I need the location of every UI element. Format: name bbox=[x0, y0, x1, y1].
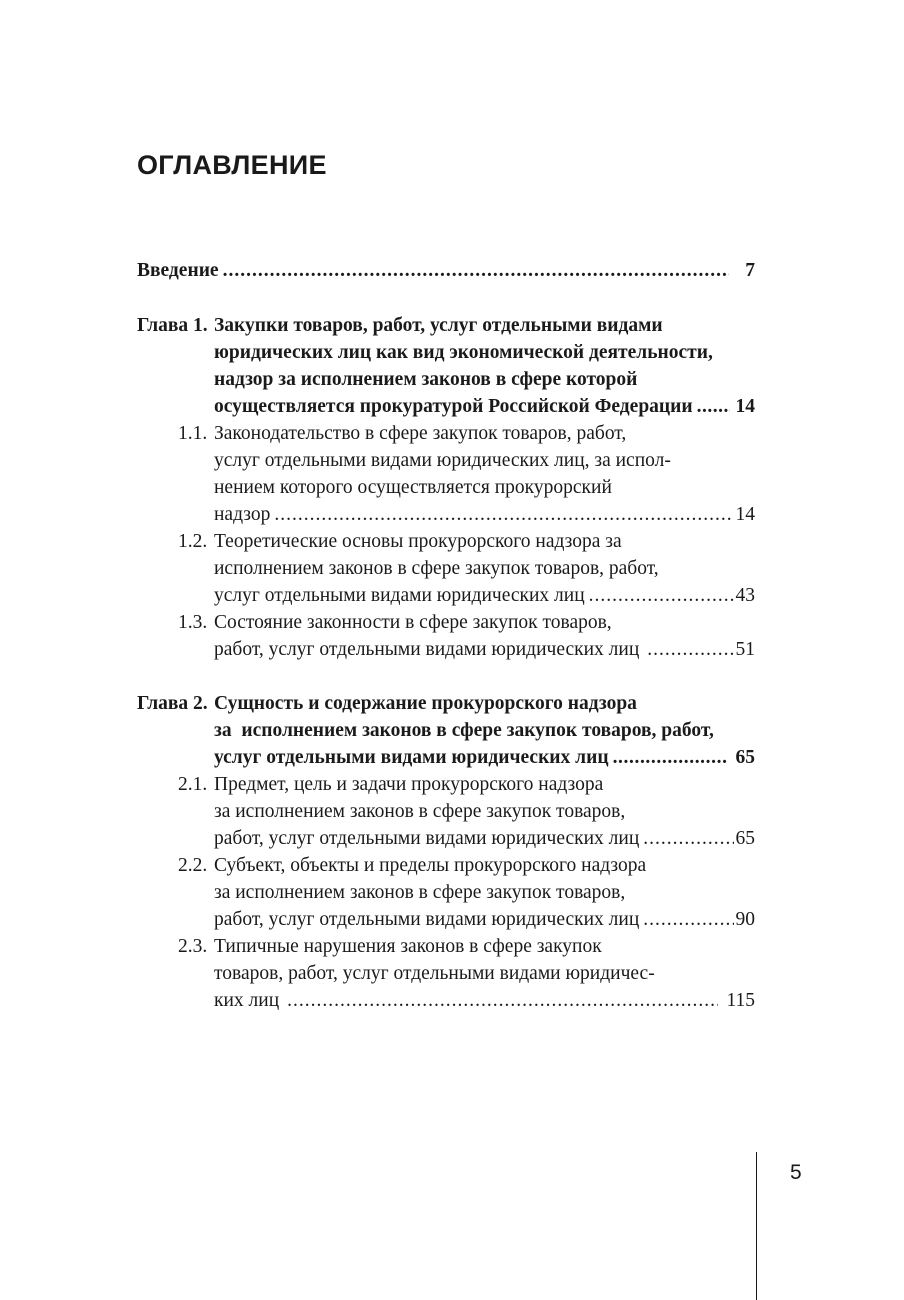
page-title: ОГЛАВЛЕНИЕ bbox=[137, 150, 327, 180]
toc-page-number: 14 bbox=[735, 396, 755, 417]
toc-page-number: 14 bbox=[735, 504, 755, 525]
section-title-line[interactable]: товаров, работ, услуг отдельными видами юридичес- bbox=[214, 963, 655, 984]
dot-leader bbox=[643, 825, 733, 852]
section-title-line[interactable]: Состояние законности в сфере закупок товаров, bbox=[214, 612, 612, 633]
chapter1-prefix: Глава 1. bbox=[137, 315, 208, 336]
section-number: 2.2. bbox=[178, 855, 208, 876]
section-title-line[interactable]: Предмет, цель и задачи прокурорского надзора bbox=[214, 774, 604, 795]
dot-leader bbox=[613, 744, 728, 771]
section-title-line: работ, услуг отдельными видами юридических лиц bbox=[214, 639, 640, 660]
chapter1-title-line[interactable]: Закупки товаров, работ, услуг отдельными видами bbox=[214, 315, 663, 336]
dot-leader bbox=[223, 257, 730, 284]
section-title-line[interactable]: за исполнением законов в сфере закупок товаров, bbox=[214, 801, 626, 822]
toc-entry-chapter1[interactable] bbox=[214, 393, 755, 420]
section-title-line[interactable]: Типичные нарушения законов в сфере закупок bbox=[214, 936, 602, 957]
chapter1-title-line[interactable]: юридических лиц как вид экономической деятельности, bbox=[214, 342, 713, 363]
toc-page-number: 65 bbox=[735, 828, 755, 849]
toc-entry-section-2-1[interactable] bbox=[214, 825, 755, 852]
toc-page-number: 115 bbox=[726, 990, 755, 1011]
toc-entry-chapter2[interactable] bbox=[214, 744, 755, 771]
dot-leader bbox=[274, 501, 733, 528]
section-title-line[interactable]: Субъект, объекты и пределы прокурорского надзора bbox=[214, 855, 647, 876]
chapter1-title-line: осуществляется прокуратурой Российской Федерации bbox=[214, 396, 693, 417]
toc-entry-section-1-3[interactable] bbox=[214, 636, 755, 663]
margin-rule bbox=[756, 1152, 757, 1300]
dot-leader bbox=[287, 987, 718, 1014]
page-number: 5 bbox=[790, 1161, 802, 1184]
section-title-line[interactable]: нением которого осуществляется прокурорский bbox=[214, 477, 612, 498]
section-title-line[interactable]: исполнением законов в сфере закупок товаров, работ, bbox=[214, 558, 659, 579]
section-title-line: надзор bbox=[214, 504, 271, 525]
section-title-line: работ, услуг отдельными видами юридических лиц bbox=[214, 828, 640, 849]
toc-page-number: 7 bbox=[745, 260, 755, 281]
section-title-line: услуг отдельными видами юридических лиц bbox=[214, 585, 585, 606]
dot-leader bbox=[697, 393, 730, 420]
toc-page-number: 65 bbox=[735, 747, 755, 768]
chapter2-title-line[interactable]: Сущность и содержание прокурорского надзора bbox=[214, 693, 637, 714]
section-title-line[interactable]: за исполнением законов в сфере закупок товаров, bbox=[214, 882, 626, 903]
section-number: 1.2. bbox=[178, 531, 208, 552]
section-title-line: ких лиц bbox=[214, 990, 280, 1011]
section-number: 1.3. bbox=[178, 612, 208, 633]
section-number: 1.1. bbox=[178, 423, 208, 444]
dot-leader bbox=[647, 636, 733, 663]
toc-page-number: 90 bbox=[735, 909, 755, 930]
section-title-line[interactable]: услуг отдельными видами юридических лиц, за испол- bbox=[214, 450, 671, 471]
toc-page-number: 43 bbox=[735, 585, 755, 606]
toc-entry-section-2-2[interactable] bbox=[214, 906, 755, 933]
toc-entry-section-1-1[interactable] bbox=[214, 501, 755, 528]
section-title-line: работ, услуг отдельными видами юридических лиц bbox=[214, 909, 640, 930]
dot-leader bbox=[589, 582, 734, 609]
section-number: 2.3. bbox=[178, 936, 208, 957]
section-number: 2.1. bbox=[178, 774, 208, 795]
chapter2-title-line[interactable]: за исполнением законов в сфере закупок товаров, работ, bbox=[214, 720, 714, 741]
chapter2-prefix: Глава 2. bbox=[137, 693, 208, 714]
chapter1-title-line[interactable]: надзор за исполнением законов в сфере которой bbox=[214, 369, 638, 390]
toc-entry-intro[interactable] bbox=[137, 257, 755, 284]
toc-entry-section-2-3[interactable] bbox=[214, 987, 755, 1014]
toc-entry-label: Введение bbox=[137, 260, 219, 281]
toc-page-number: 51 bbox=[735, 639, 755, 660]
section-title-line[interactable]: Теоретические основы прокурорского надзора за bbox=[214, 531, 622, 552]
section-title-line[interactable]: Законодательство в сфере закупок товаров, работ, bbox=[214, 423, 627, 444]
chapter2-title-line: услуг отдельными видами юридических лиц bbox=[214, 747, 609, 768]
dot-leader bbox=[643, 906, 733, 933]
toc-entry-section-1-2[interactable] bbox=[214, 582, 755, 609]
